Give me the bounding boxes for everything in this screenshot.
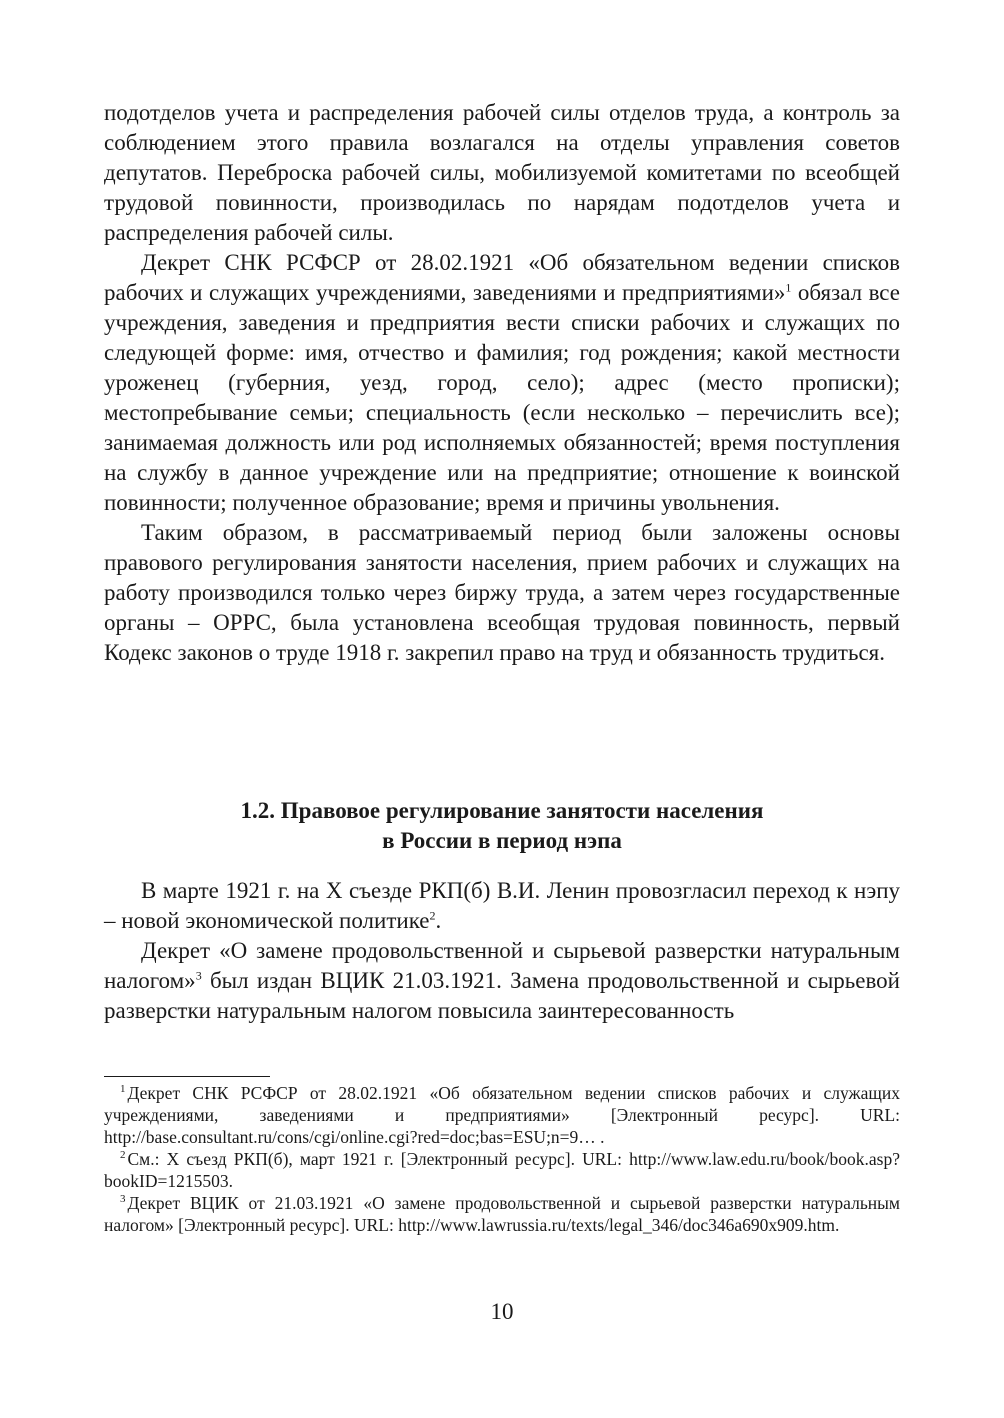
paragraph-decree-lists-text: Декрет СНК РСФСР от 28.02.1921 «Об обязательном ведении списков рабочих и служащих учреждениями, заведениями и предприятиями» <box>104 250 900 305</box>
paragraph-decree-lists-rest: обязал все учреждения, заведения и предприятия вести списки рабочих и служащих по следующей форме: имя, отчество и фамилия; год рождения; какой местности уроженец (губерния, уезд, город, село); адрес (место прописки); местопребывание семьи; специальность (если несколько – перечислить все); занимаемая должность или род исполняемых обязанностей; время поступления на службу в данное учреждение или на предприятие; отношение к воинской повинности; полученное образование; время и причины увольнения. <box>104 280 900 515</box>
footnote-1 <box>104 1082 900 1148</box>
footnote-number: 2 <box>120 1149 126 1162</box>
paragraph-decree-lists <box>104 248 900 518</box>
section-heading-line1: 1.2. Правовое регулирование занятости населения <box>240 798 764 823</box>
footnote-divider <box>104 1076 270 1077</box>
footnote-text: Декрет СНК РСФСР от 28.02.1921 «Об обязательном ведении списков рабочих и служащих учреждениями, заведениями и предприятиями» [Электронный ресурс]. URL: http://base.consultant.ru/cons/cgi/online.cgi?red=doc;bas=ESU;n=9… . <box>104 1083 900 1147</box>
section-heading-line2: в России в период нэпа <box>382 828 622 853</box>
paragraph-conclusion: Таким образом, в рассматриваемый период были заложены основы правового регулирования занятости населения, прием рабочих и служащих на работу производился только через биржу труда, а затем через государственные органы – ОРРС, была установлена всеобщая трудовая повинность, первый Кодекс законов о труде 1918 г. закрепил право на труд и обязанность трудиться. <box>104 520 900 665</box>
footnote-text: См.: X съезд РКП(б), март 1921 г. [Электронный ресурс]. URL: http://www.law.edu.ru/book/book.asp?bookID=1215503. <box>104 1149 900 1191</box>
footnotes <box>104 1076 900 1236</box>
paragraph-tax-decree <box>104 936 900 1026</box>
section-1-2 <box>104 796 900 1026</box>
section-heading <box>104 796 900 856</box>
footnote-number: 3 <box>120 1193 126 1206</box>
paragraph-nep-text: В марте 1921 г. на X съезде РКП(б) В.И. Ленин провозгласил переход к нэпу – новой экономической политике <box>104 878 900 933</box>
footnote-ref-2[interactable]: 2 <box>429 908 436 923</box>
paragraph-nep-end: . <box>435 908 442 933</box>
footnote-text: Декрет ВЦИК от 21.03.1921 «О замене продовольственной и сырьевой разверстки натуральным налогом» [Электронный ресурс]. URL: http://www.lawrussia.ru/texts/legal_346/doc346a690x909.htm. <box>104 1193 900 1235</box>
page-number: 10 <box>490 1299 514 1324</box>
footnote-ref-3[interactable]: 3 <box>195 968 202 983</box>
paragraph-tax-decree-rest: был издан ВЦИК 21.03.1921. Замена продовольственной и сырьевой разверстки натуральным налогом повысила заинтересованность <box>104 968 900 1023</box>
paragraph-tax-decree-text: Декрет «О замене продовольственной и сырьевой разверстки натуральным налогом» <box>104 938 900 993</box>
footnote-number: 1 <box>120 1083 126 1096</box>
footnote-ref-1[interactable]: 1 <box>785 280 792 295</box>
footnote-3 <box>104 1192 900 1236</box>
paragraph-nep <box>104 876 900 936</box>
page-body <box>104 98 900 668</box>
footnote-2 <box>104 1148 900 1192</box>
paragraph-continued: подотделов учета и распределения рабочей силы отделов труда, а контроль за соблюдением этого правила возлагался на отделы управления советов депутатов. Переброска рабочей силы, мобилизуемой комитетами по всеобщей трудовой повинности, производилась по нарядам подотделов учета и распределения рабочей силы. <box>104 100 900 245</box>
